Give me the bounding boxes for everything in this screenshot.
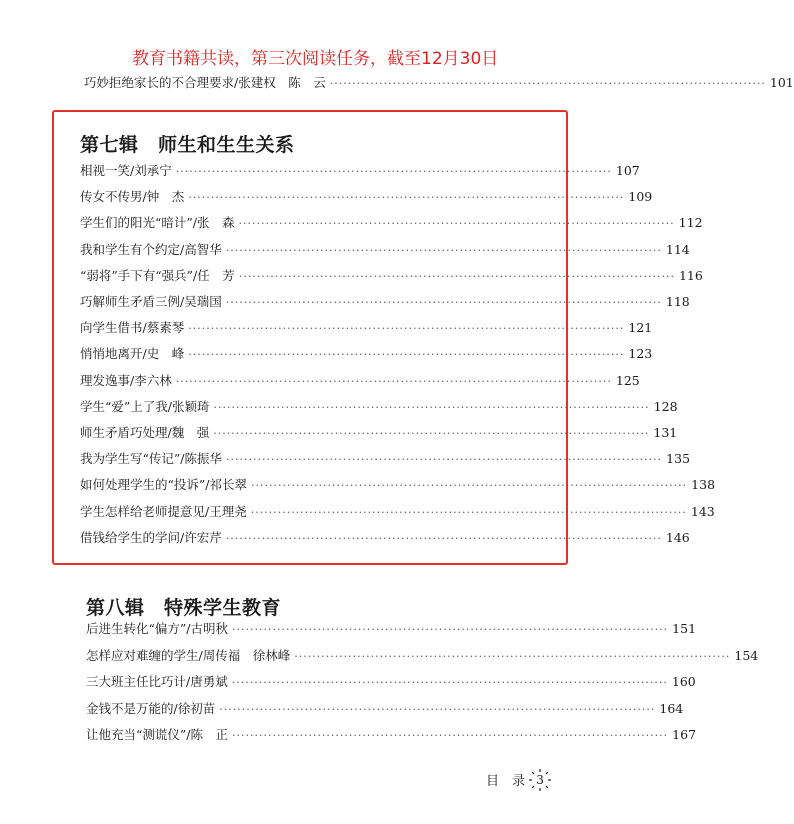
entry-title: 我为学生写“传记”/陈振华 [80,451,222,467]
toc-entry [86,647,759,665]
toc-entry [80,424,678,442]
entry-title: 怎样应对难缠的学生/周传福 徐林峰 [86,647,291,663]
leader-dots: ································································································· [225,243,662,257]
toc-entry [80,162,640,180]
entry-title: 传女不传男/钟 杰 [80,189,185,205]
leader-dots: ································································································· [294,649,731,663]
entry-title: 三大班主任比巧计/唐勇斌 [86,674,228,689]
toc-entry [80,241,690,259]
toc-entry [80,503,715,521]
entry-page: 112 [678,215,703,231]
leader-dots: ································································································· [238,269,675,283]
leader-dots: ································································································· [231,676,668,689]
leader-dots: ································································································· [188,191,625,205]
leader-dots: ································································································· [213,427,650,440]
entry-page: 128 [653,398,678,414]
toc-entry [80,398,678,416]
toc-entry [84,74,794,92]
leader-dots: ································································································· [219,702,656,716]
entry-page: 114 [665,241,690,257]
toc-entry [86,726,697,744]
page-number [531,771,549,789]
leader-dots: ································································································· [225,296,662,309]
entry-page: 143 [690,503,715,519]
entry-page: 164 [659,700,684,716]
entry-page: 160 [671,674,696,689]
leader-dots: ································································································· [329,77,766,90]
leader-dots: ································································································· [213,400,650,414]
entry-page: 151 [672,621,697,636]
entry-page: 135 [666,451,691,467]
leader-dots: ································································································· [251,479,688,493]
entry-page: 109 [628,189,653,205]
entry-page: 138 [691,477,716,493]
toc-entry [80,188,653,206]
section-heading-7: 第七辑 师生和生生关系 [80,134,295,156]
toc-entry [86,620,697,638]
toc-entry [80,214,703,232]
entry-page: 118 [665,294,690,309]
leader-dots: ································································································· [238,217,675,231]
entry-page: 101 [769,75,794,90]
toc-entry [86,673,696,691]
entry-page: 125 [615,372,640,388]
entry-title: 悄悄地离开/史 峰 [80,346,185,362]
entry-title: 向学生借书/蔡素琴 [80,320,185,336]
leader-dots: ································································································· [188,322,625,336]
entry-title: 让他充当“测谎仪”/陈 正 [86,727,228,742]
entry-page: 131 [653,425,678,440]
leader-dots: ································································································· [226,453,663,467]
entry-page: 121 [628,320,653,336]
entry-title: 我和学生有个约定/高智华 [80,241,222,257]
leader-dots: ································································································· [250,505,687,519]
entry-title: 相视一笑/刘承宁 [80,163,172,178]
entry-title: 巧解师生矛盾三例/吴瑞国 [80,294,222,309]
leader-dots: ································································································· [232,729,669,742]
toc-entry [86,700,684,718]
entry-page: 167 [672,727,697,742]
leader-dots: ································································································· [188,348,625,362]
entry-title: 学生们的阳光“暗计”/张 森 [80,215,235,231]
entry-page: 123 [628,346,653,362]
leader-dots: ································································································· [175,374,612,388]
entry-title: 后进生转化“偏方”/古明秋 [86,621,228,636]
toc-entry [80,450,691,468]
entry-title: 学生怎样给老师提意见/王理尧 [80,503,247,519]
leader-dots: ································································································· [225,531,662,545]
entry-title: 借钱给学生的学问/许宏芹 [80,529,222,545]
toc-entry [80,319,653,337]
entry-title: “弱将”手下有“强兵”/任 芳 [80,267,235,283]
entry-title: 师生矛盾巧处理/魏 强 [80,425,210,440]
entry-title: 巧妙拒绝家长的不合理要求/张建权 陈 云 [84,75,326,90]
toc-entry [80,476,716,494]
entry-title: 金钱不是万能的/徐初苗 [86,700,216,716]
page-footer [486,770,549,789]
entry-page: 146 [665,529,690,545]
section-heading-8: 第八辑 特殊学生教育 [86,597,282,619]
leader-dots: ································································································· [232,623,669,636]
leader-dots: ································································································· [175,165,612,178]
footer-label: 目 录 [486,774,526,789]
task-banner: 教育书籍共读，第三次阅读任务，截至12月30日 [132,49,499,69]
entry-page: 116 [678,267,703,283]
entry-title: 理发逸事/李六林 [80,372,172,388]
toc-entry [80,345,653,363]
entry-page: 107 [615,163,640,178]
entry-page: 154 [734,647,759,663]
entry-title: 如何处理学生的“投诉”/祁长翠 [80,477,247,493]
toc-entry [80,293,690,311]
toc-entry [80,267,703,285]
entry-title: 学生“爱”上了我/张颖琦 [80,398,210,414]
toc-entry [80,529,690,547]
page-number-text: 3 [536,772,544,787]
toc-entry [80,372,640,390]
